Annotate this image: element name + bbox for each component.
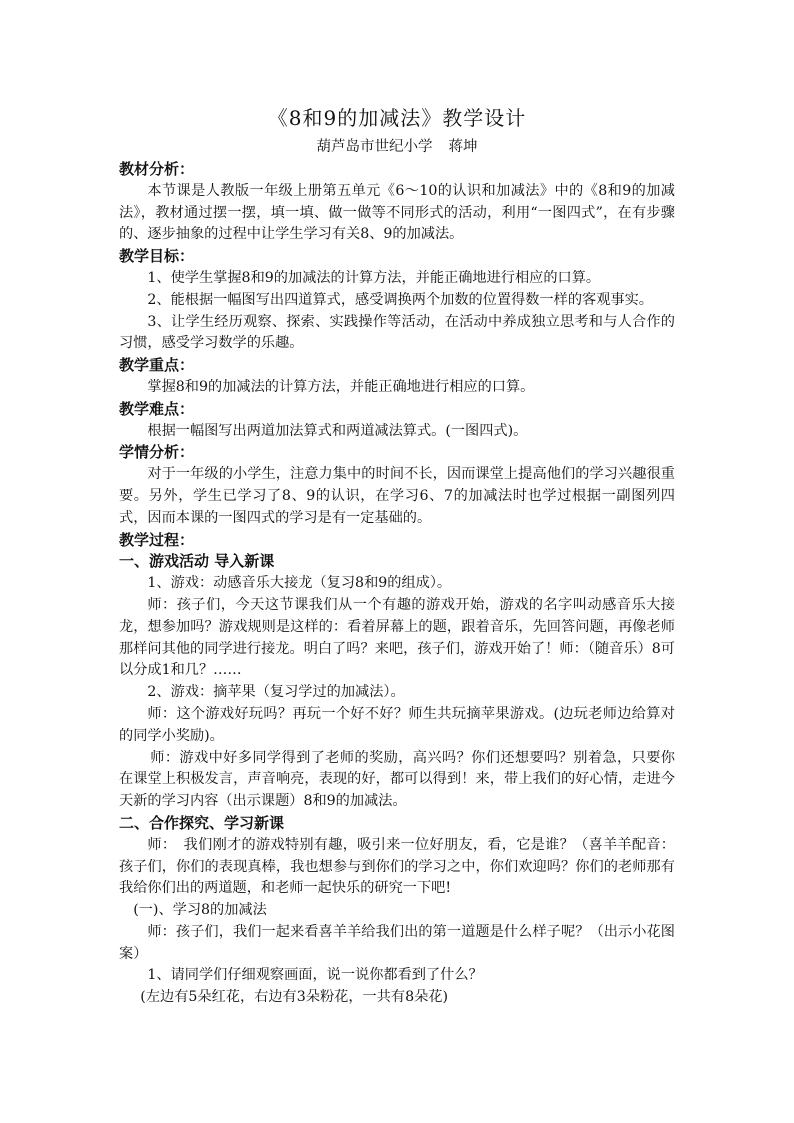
paragraph: 1、游戏：动感音乐大接龙（复习8和9的组成）。	[147, 575, 452, 592]
section-heading: 二、合作探究、学习新课	[119, 813, 285, 832]
author-name: 蒋坤	[448, 139, 478, 155]
paragraph: 师：孩子们，我们一起来看喜羊羊给我们出的第一道题是什么样子呢？（出示小花图案）	[119, 923, 675, 962]
paragraph: 2、游戏：摘苹果（复习学过的加减法）。	[147, 684, 405, 701]
paragraph: 根据一幅图写出两道加法算式和两道减法算式。(一图四式)。	[147, 422, 528, 439]
paragraph: (左边有5朵红花，右边有3朵粉花，一共有8朵花)	[140, 989, 449, 1006]
paragraph: 本节课是人教版一年级上册第五单元《6～10的认识和加减法》中的《8和9的加减法》，教材通过摆一摆，填一填、做一做等不同形式的活动，利用“一图四式”，在有步骤的、逐步抽象的过程中让学生学习有关8、9的加减法。	[119, 182, 675, 243]
paragraph: 3、让学生经历观察、探索、实践操作等活动，在活动中养成独立思考和与人合作的习惯，感受学习数学的乐趣。	[119, 313, 675, 352]
section-heading: 教学过程：	[119, 530, 195, 549]
paragraph: 1、请同学们仔细观察画面，说一说你都看到了什么？	[147, 967, 483, 984]
author-line	[119, 136, 675, 158]
document-body	[119, 159, 675, 1009]
document-title: 《8和9的加减法》教学设计	[267, 106, 527, 130]
paragraph: 师：这个游戏好玩吗？再玩一个好不好？师生共玩摘苹果游戏。(边玩老师边给算对的同学小奖励)。	[119, 705, 675, 744]
paragraph: 2、能根据一幅图写出四道算式，感受调换两个加数的位置得数一样的客观事实。	[147, 291, 653, 308]
section-heading: 教材分析：	[119, 160, 195, 178]
paragraph: 师：游戏中好多同学得到了老师的奖励，高兴吗？你们还想要吗？别着急，只要你在课堂上积极发言，声音响亮，表现的好，都可以得到！来，带上我们的好心情，走进今天新的学习内容（出示课题）8和9的加减法。	[119, 749, 675, 810]
section-heading: 学情分析：	[119, 443, 195, 462]
paragraph: 师：孩子们，今天这节课我们从一个有趣的游戏开始，游戏的名字叫动感音乐大接龙，想参加吗？游戏规则是这样的：看着屏幕上的题，跟着音乐，先回答问题，再像老师那样问其他的同学进行接龙。明白了吗？来吧，孩子们，游戏开始了！师：（随音乐）8可以分成1和几？……	[119, 596, 675, 679]
paragraph: 对于一年级的小学生，注意力集中的时间不长，因而课堂上提高他们的学习兴趣很重要。另外，学生已学习了8、9的认识，在学习6、7的加减法时也学过根据一副图列四式，因而本课的一图四式的学习是有一定基础的。	[119, 466, 675, 526]
section-heading: 一、游戏活动 导入新课	[119, 552, 275, 571]
paragraph: 师： 我们刚才的游戏特别有趣，吸引来一位好朋友，看，它是谁？（喜羊羊配音：孩子们，你们的表现真棒，我也想参与到你们的学习之中，你们欢迎吗？你们的老师那有我给你们出的两道题，和老师一起快乐的研究一下吧!	[119, 836, 675, 897]
paragraph: (一)、学习8的加减法	[133, 902, 267, 919]
author-school: 葫芦岛市世纪小学	[316, 139, 433, 155]
paragraph: 掌握8和9的加减法的计算方法，并能正确地进行相应的口算。	[147, 378, 535, 395]
section-heading: 教学重点：	[119, 356, 195, 375]
section-heading: 教学难点：	[119, 399, 195, 418]
document-page	[119, 104, 675, 1009]
paragraph: 1、使学生掌握8和9的加减法的计算方法，并能正确地进行相应的口算。	[147, 269, 601, 286]
section-heading: 教学目标：	[119, 247, 195, 266]
